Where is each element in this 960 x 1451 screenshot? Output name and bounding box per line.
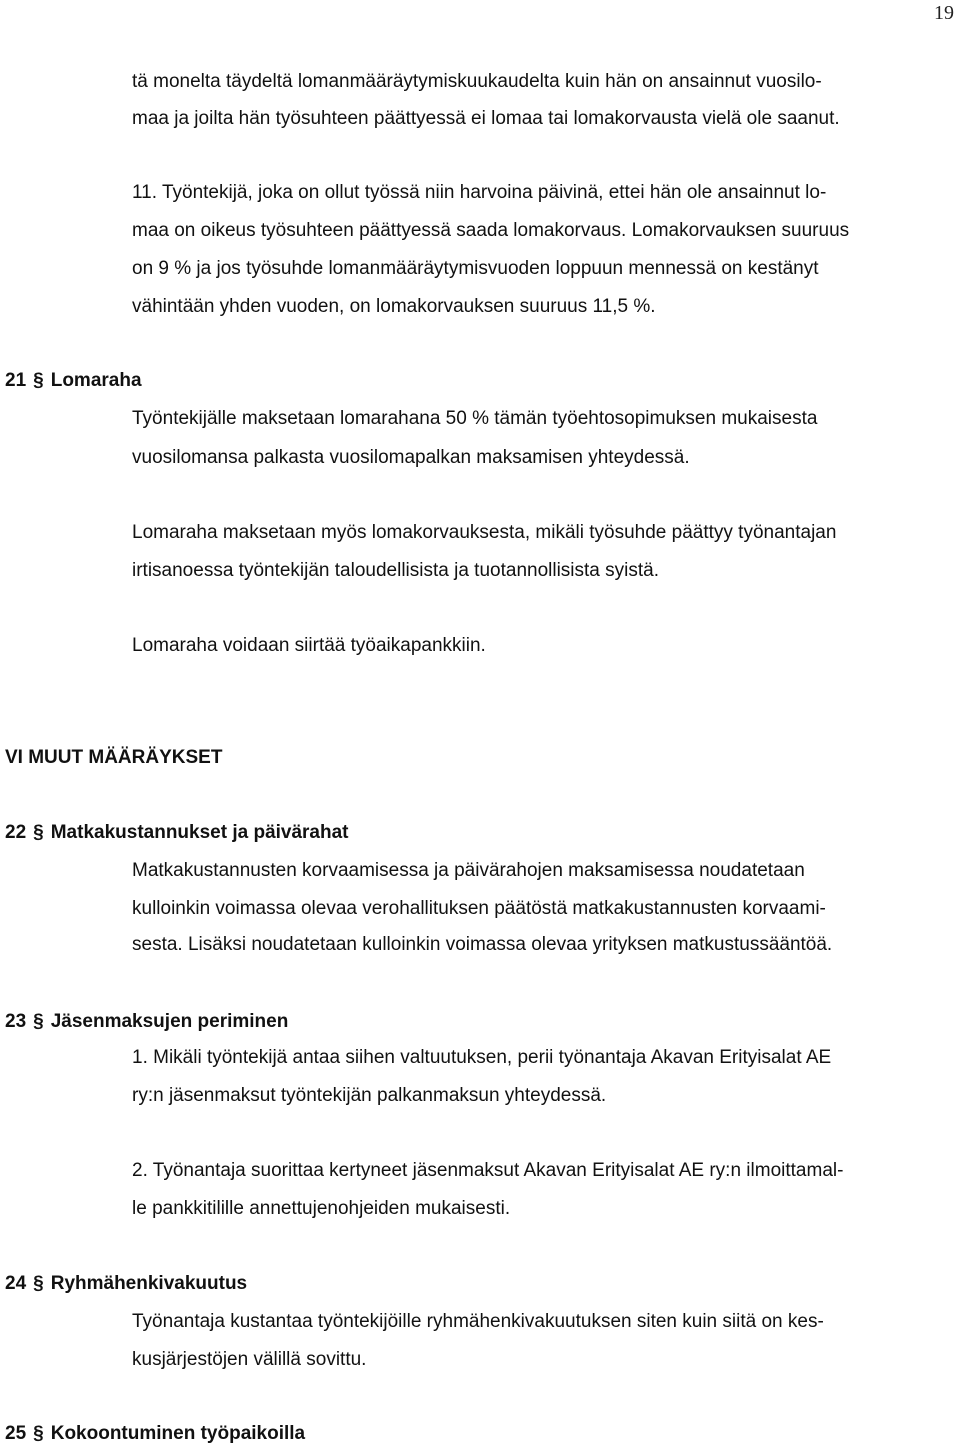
- section-21-p2-line-1: Lomaraha maksetaan myös lomakorvauksesta, mikäli työsuhde päättyy työnantajan: [132, 522, 837, 543]
- section-sign-icon: §: [33, 370, 44, 391]
- item-11-line-3: on 9 % ja jos työsuhde lomanmääräytymisvuoden loppuun mennessä on kestänyt: [132, 258, 819, 279]
- item-11-line-2: maa on oikeus työsuhteen päättyessä saada lomakorvaus. Lomakorvauksen suuruus: [132, 220, 850, 241]
- section-23-number: 23: [5, 1011, 27, 1032]
- section-25-number: 25: [5, 1423, 27, 1444]
- section-21-number: 21: [5, 370, 27, 391]
- section-24-heading: [5, 1272, 247, 1296]
- section-25-heading: [5, 1422, 305, 1446]
- section-24-line-1: Työnantaja kustantaa työntekijöille ryhmähenkivakuutuksen siten kuin siitä on kes-: [132, 1311, 824, 1332]
- section-21-p1-line-1: Työntekijälle maksetaan lomarahana 50 % tämän työehtosopimuksen mukaisesta: [132, 408, 818, 429]
- page-number: 19: [934, 2, 954, 24]
- section-23-title: Jäsenmaksujen periminen: [50, 1011, 289, 1032]
- section-22-heading: [5, 821, 349, 845]
- section-21-p2-line-2: irtisanoessa työntekijän taloudellisista ja tuotannollisista syistä.: [132, 560, 659, 581]
- section-23-item-2-line-2: le pankkitilille annettujenohjeiden mukaisesti.: [132, 1198, 511, 1219]
- section-22-title: Matkakustannukset ja päivärahat: [50, 822, 349, 843]
- section-21-p1-line-2: vuosilomansa palkasta vuosilomapalkan maksamisen yhteydessä.: [132, 447, 690, 468]
- section-sign-icon: §: [33, 822, 44, 843]
- section-24-number: 24: [5, 1273, 27, 1294]
- section-23-item-1-line-2: ry:n jäsenmaksut työntekijän palkanmaksun yhteydessä.: [132, 1085, 607, 1106]
- continuation-line-2: maa ja joilta hän työsuhteen päättyessä ei lomaa tai lomakorvausta vielä ole saanut.: [132, 108, 840, 129]
- section-21-heading: [5, 369, 142, 393]
- section-21-title: Lomaraha: [50, 370, 142, 391]
- section-23-item-2-line-1: 2. Työnantaja suorittaa kertyneet jäsenmaksut Akavan Erityisalat AE ry:n ilmoittamal-: [132, 1160, 844, 1181]
- section-22-line-1: Matkakustannusten korvaamisessa ja päivärahojen maksamisessa noudatetaan: [132, 860, 805, 881]
- section-24-line-2: kusjärjestöjen välillä sovittu.: [132, 1349, 367, 1370]
- section-sign-icon: §: [33, 1273, 44, 1294]
- section-25-title: Kokoontuminen työpaikoilla: [50, 1423, 306, 1444]
- section-21-p3: Lomaraha voidaan siirtää työaikapankkiin.: [132, 635, 486, 656]
- section-23-item-1-line-1: 1. Mikäli työntekijä antaa siihen valtuutuksen, perii työnantaja Akavan Erityisalat AE: [132, 1047, 832, 1068]
- section-22-line-3: sesta. Lisäksi noudatetaan kulloinkin voimassa olevaa yrityksen matkustussääntöä.: [132, 934, 833, 955]
- section-22-line-2: kulloinkin voimassa olevaa verohallituksen päätöstä matkakustannusten korvaami-: [132, 898, 826, 919]
- section-22-number: 22: [5, 822, 27, 843]
- section-sign-icon: §: [33, 1011, 44, 1032]
- item-11-line-1: 11. Työntekijä, joka on ollut työssä niin harvoina päivinä, ettei hän ole ansainnut lo-: [132, 182, 827, 203]
- section-sign-icon: §: [33, 1423, 44, 1444]
- section-23-heading: [5, 1010, 288, 1034]
- continuation-line-1: tä monelta täydeltä lomanmääräytymiskuukaudelta kuin hän on ansainnut vuosilo-: [132, 71, 822, 92]
- item-11-line-4: vähintään yhden vuoden, on lomakorvauksen suuruus 11,5 %.: [132, 296, 656, 317]
- section-24-title: Ryhmähenkivakuutus: [50, 1273, 248, 1294]
- chapter-vi-title: VI MUUT MÄÄRÄYKSET: [5, 747, 223, 768]
